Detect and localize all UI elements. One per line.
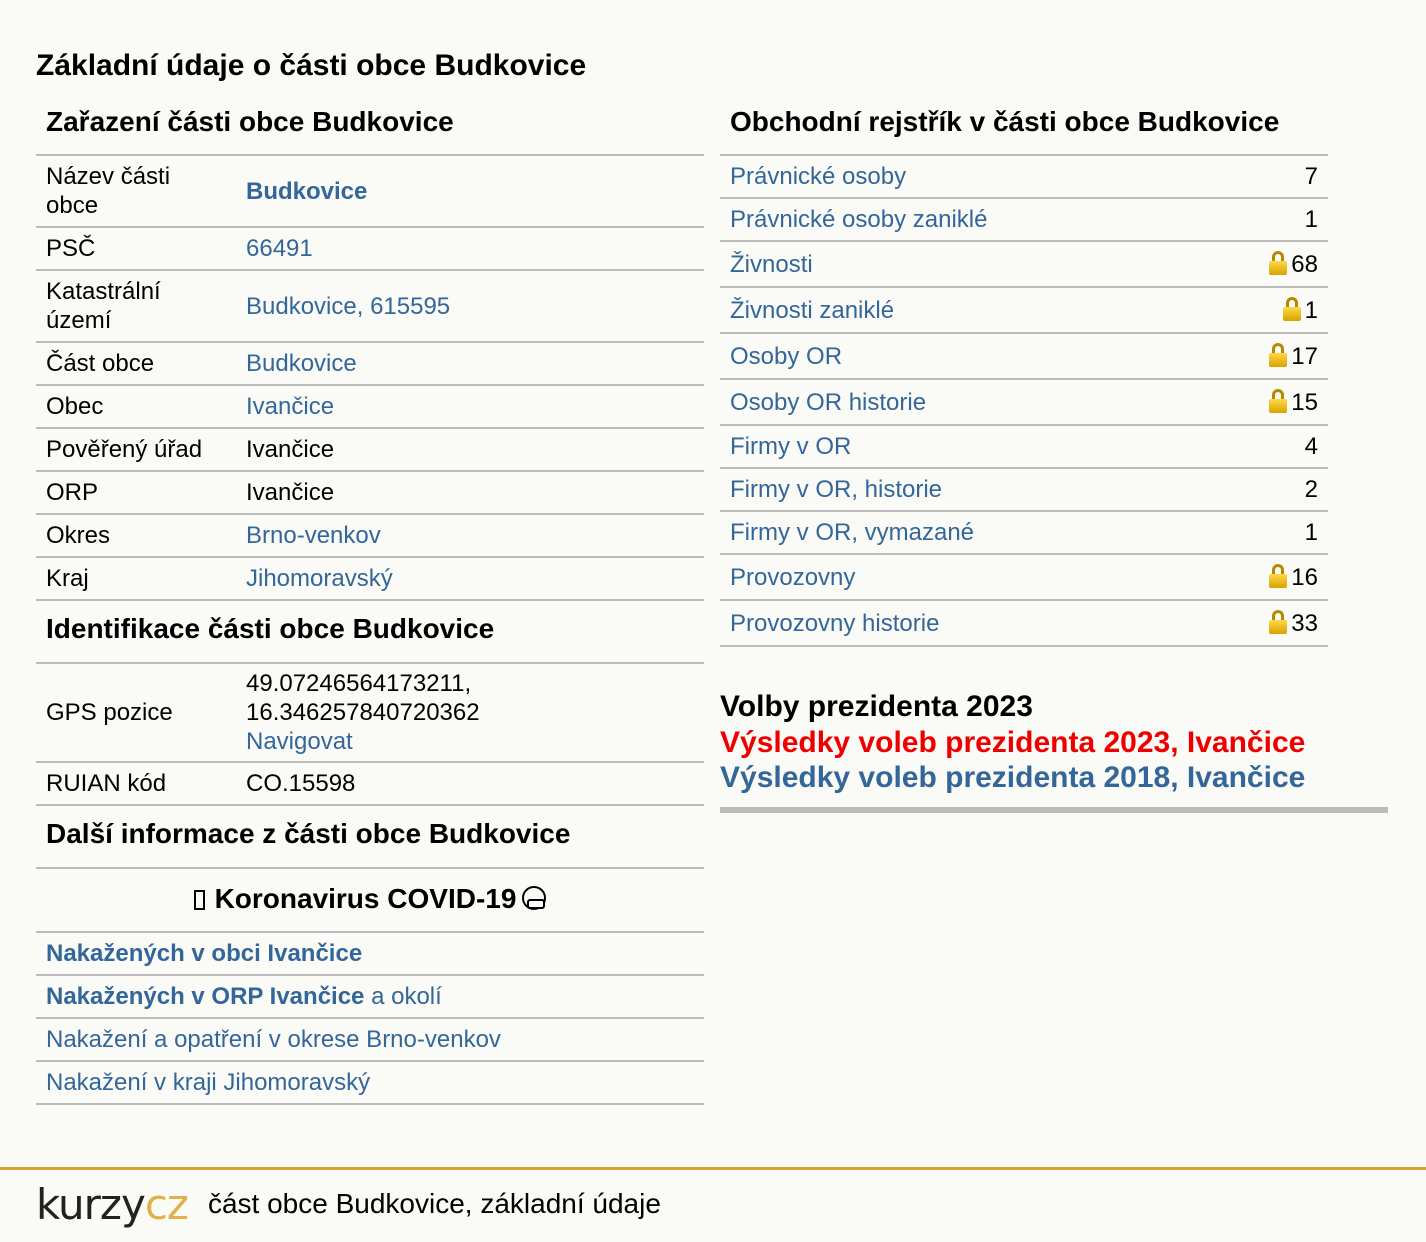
table-row xyxy=(720,379,1328,425)
table-row xyxy=(36,227,704,270)
volby-2023-link[interactable]: Výsledky voleb prezidenta 2023, Ivančice xyxy=(720,726,1306,759)
ruian-value: CO.15598 xyxy=(236,762,704,805)
table-row xyxy=(36,270,704,342)
kraj-link[interactable]: Jihomoravský xyxy=(246,565,393,592)
gps-longitude: 16.346257840720362 xyxy=(246,699,480,726)
zarazeni-table xyxy=(36,156,704,601)
rejstrik-count: 2 xyxy=(1207,468,1328,511)
zarazeni-heading: Zařazení části obce Budkovice xyxy=(36,98,704,156)
lock-icon xyxy=(1283,297,1301,321)
rejstrik-link-firmy-v-or-vymazane[interactable]: Firmy v OR, vymazané xyxy=(730,519,975,546)
rejstrik-link-zivnosti[interactable]: Živnosti xyxy=(730,250,813,278)
table-row xyxy=(720,287,1328,333)
covid-heading xyxy=(36,869,704,933)
table-row xyxy=(36,385,704,428)
lock-icon xyxy=(1269,564,1287,588)
page-title: Základní údaje o části obce Budkovice xyxy=(36,49,587,82)
covid-link-okres[interactable]: Nakažení a opatření v okrese Brno-venkov xyxy=(46,1026,501,1053)
table-row xyxy=(720,468,1328,511)
row-label: ORP xyxy=(36,471,236,514)
rejstrik-table xyxy=(720,156,1328,647)
covid-link-kraj[interactable]: Nakažení v kraji Jihomoravský xyxy=(46,1069,371,1096)
table-row xyxy=(36,664,704,762)
volby-section xyxy=(720,689,1328,813)
orp-value: Ivančice xyxy=(236,471,704,514)
row-label: Část obce xyxy=(36,342,236,385)
covid-links-table xyxy=(36,933,704,1105)
table-row xyxy=(36,975,704,1018)
rejstrik-link-pravnicke-osoby[interactable]: Právnické osoby xyxy=(730,163,907,190)
row-label: Katastrální území xyxy=(36,270,236,342)
footer-text: část obce Budkovice, základní údaje xyxy=(207,1188,661,1219)
rejstrik-count: 4 xyxy=(1207,425,1328,468)
rejstrik-count: 1 xyxy=(1207,198,1328,241)
table-row xyxy=(36,156,704,227)
rejstrik-heading: Obchodní rejstřík v části obce Budkovice xyxy=(720,98,1328,156)
table-row xyxy=(36,514,704,557)
rejstrik-count: 1 xyxy=(1304,296,1318,324)
identifikace-table xyxy=(36,664,704,806)
okres-link[interactable]: Brno-venkov xyxy=(246,522,381,549)
rejstrik-link-zivnosti-zanikle[interactable]: Živnosti zaniklé xyxy=(730,296,895,324)
rejstrik-count: 33 xyxy=(1291,609,1318,637)
covid-link-obec[interactable]: Nakažených v obci Ivančice xyxy=(46,940,363,967)
rejstrik-count: 68 xyxy=(1291,250,1318,278)
table-row xyxy=(36,762,704,805)
missing-glyph-icon xyxy=(194,890,205,910)
navigate-link[interactable]: Navigovat xyxy=(246,728,353,755)
rejstrik-link-provozovny-historie[interactable]: Provozovny historie xyxy=(730,609,940,637)
rejstrik-link-firmy-v-or-historie[interactable]: Firmy v OR, historie xyxy=(730,476,943,503)
rejstrik-link-provozovny[interactable]: Provozovny xyxy=(730,563,856,591)
volby-2018-link[interactable]: Výsledky voleb prezidenta 2018, Ivančice xyxy=(720,761,1306,794)
lock-icon xyxy=(1269,251,1287,275)
row-label: Okres xyxy=(36,514,236,557)
table-row xyxy=(720,600,1328,646)
nazev-casti-obce-link[interactable]: Budkovice xyxy=(246,177,368,205)
cast-obce-link[interactable]: Budkovice xyxy=(246,350,357,377)
rejstrik-count: 7 xyxy=(1207,156,1328,198)
obec-link[interactable]: Ivančice xyxy=(246,393,335,420)
kurzy-cz-logo[interactable]: kurzycz xyxy=(36,1179,188,1229)
row-label: Název části obce xyxy=(36,156,236,227)
gps-latitude: 49.07246564173211, xyxy=(246,670,472,697)
rejstrik-link-firmy-v-or[interactable]: Firmy v OR xyxy=(730,433,852,460)
divider xyxy=(720,807,1388,813)
rejstrik-link-osoby-or[interactable]: Osoby OR xyxy=(730,342,843,370)
rejstrik-count: 17 xyxy=(1291,342,1318,370)
lock-icon xyxy=(1269,389,1287,413)
dalsi-informace-heading: Další informace z části obce Budkovice xyxy=(36,806,704,869)
lock-icon xyxy=(1269,610,1287,634)
left-column xyxy=(36,98,704,1105)
table-row xyxy=(36,342,704,385)
table-row xyxy=(720,511,1328,554)
rejstrik-link-pravnicke-osoby-zanikle[interactable]: Právnické osoby zaniklé xyxy=(730,206,988,233)
footer xyxy=(36,1180,661,1228)
katastralni-uzemi-link[interactable]: Budkovice, 615595 xyxy=(246,292,451,320)
rejstrik-count: 16 xyxy=(1291,563,1318,591)
table-row xyxy=(720,198,1328,241)
ruian-label: RUIAN kód xyxy=(36,762,236,805)
table-row xyxy=(36,933,704,975)
volby-heading: Volby prezidenta 2023 xyxy=(720,690,1033,723)
table-row xyxy=(720,333,1328,379)
rejstrik-link-osoby-or-historie[interactable]: Osoby OR historie xyxy=(730,388,927,416)
rejstrik-count: 15 xyxy=(1291,388,1318,416)
row-label: Kraj xyxy=(36,557,236,600)
povereny-urad-value: Ivančice xyxy=(236,428,704,471)
lock-icon xyxy=(1269,343,1287,367)
row-label: Pověřený úřad xyxy=(36,428,236,471)
footer-divider xyxy=(0,1167,1426,1170)
right-column xyxy=(720,98,1328,813)
gps-label: GPS pozice xyxy=(36,664,236,762)
face-mask-icon xyxy=(522,886,546,910)
identifikace-heading: Identifikace části obce Budkovice xyxy=(36,601,704,664)
row-label: PSČ xyxy=(36,227,236,270)
table-row xyxy=(36,428,704,471)
table-row xyxy=(720,156,1328,198)
covid-heading-text: Koronavirus COVID-19 xyxy=(214,883,517,914)
table-row xyxy=(720,425,1328,468)
psc-link[interactable]: 66491 xyxy=(246,235,313,262)
table-row xyxy=(720,241,1328,287)
table-row xyxy=(36,471,704,514)
covid-link-orp[interactable]: Nakažených v ORP Ivančice a okolí xyxy=(46,983,442,1010)
rejstrik-count: 1 xyxy=(1207,511,1328,554)
row-label: Obec xyxy=(36,385,236,428)
table-row xyxy=(36,1018,704,1061)
table-row xyxy=(720,554,1328,600)
table-row xyxy=(36,557,704,600)
table-row xyxy=(36,1061,704,1104)
